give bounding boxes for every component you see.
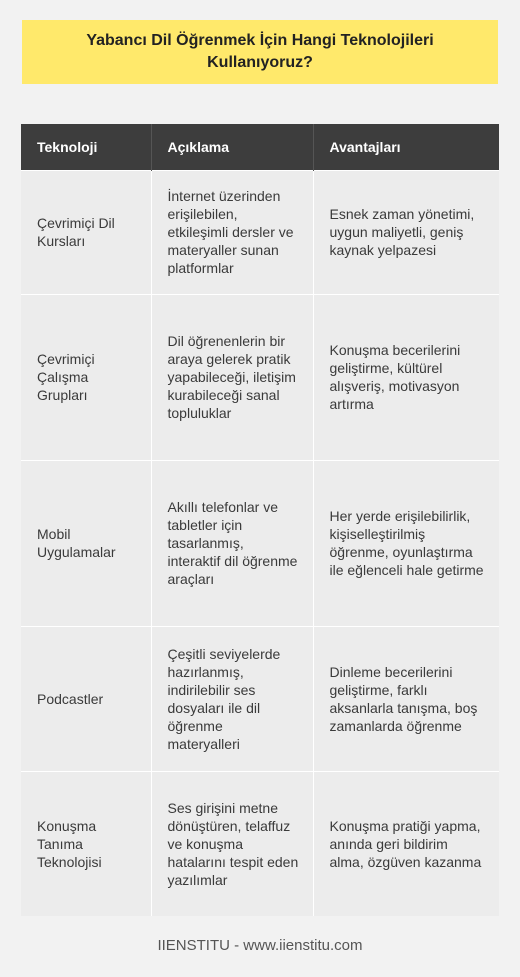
cell-technology: Podcastler: [21, 626, 151, 771]
cell-description: Akıllı telefonlar ve tabletler için tasarlanmış, interaktif dil öğrenme araçları: [151, 460, 313, 626]
page-title: Yabancı Dil Öğrenmek İçin Hangi Teknolojileri Kullanıyoruz?: [86, 32, 434, 71]
table-row: [21, 771, 499, 916]
cell-technology: Çevrimiçi Çalışma Grupları: [21, 294, 151, 460]
cell-advantages: Konuşma pratiği yapma, anında geri bildirim alma, özgüven kazanma: [313, 771, 499, 916]
cell-technology: Konuşma Tanıma Teknolojisi: [21, 771, 151, 916]
cell-advantages: Esnek zaman yönetimi, uygun maliyetli, geniş kaynak yelpazesi: [313, 170, 499, 294]
table-row: [21, 170, 499, 294]
cell-description: Dil öğrenenlerin bir araya gelerek pratik yapabileceği, iletişim kurabileceği sanal topluluklar: [151, 294, 313, 460]
cell-description: İnternet üzerinden erişilebilen, etkileşimli dersler ve materyaller sunan platformlar: [151, 170, 313, 294]
table-row: [21, 294, 499, 460]
cell-description: Çeşitli seviyelerde hazırlanmış, indirilebilir ses dosyaları ile dil öğrenme materyalleri: [151, 626, 313, 771]
technology-table: [21, 124, 499, 916]
cell-advantages: Her yerde erişilebilirlik, kişiselleştirilmiş öğrenme, oyunlaştırma ile eğlenceli hale getirme: [313, 460, 499, 626]
cell-technology: Çevrimiçi Dil Kursları: [21, 170, 151, 294]
cell-description: Ses girişini metne dönüştüren, telaffuz ve konuşma hatalarını tespit eden yazılımlar: [151, 771, 313, 916]
cell-technology: Mobil Uygulamalar: [21, 460, 151, 626]
footer-credit: IIENSTITU - www.iienstitu.com: [157, 937, 363, 954]
table-row: [21, 626, 499, 771]
table-row: [21, 460, 499, 626]
cell-advantages: Dinleme becerilerini geliştirme, farklı aksanlarla tanışma, boş zamanlarda öğrenme: [313, 626, 499, 771]
column-header-description: Açıklama: [151, 124, 313, 170]
column-header-advantages: Avantajları: [313, 124, 499, 170]
table-header-row: [21, 124, 499, 170]
title-banner: [22, 20, 498, 84]
cell-advantages: Konuşma becerilerini geliştirme, kültürel alışveriş, motivasyon artırma: [313, 294, 499, 460]
column-header-technology: Teknoloji: [21, 124, 151, 170]
